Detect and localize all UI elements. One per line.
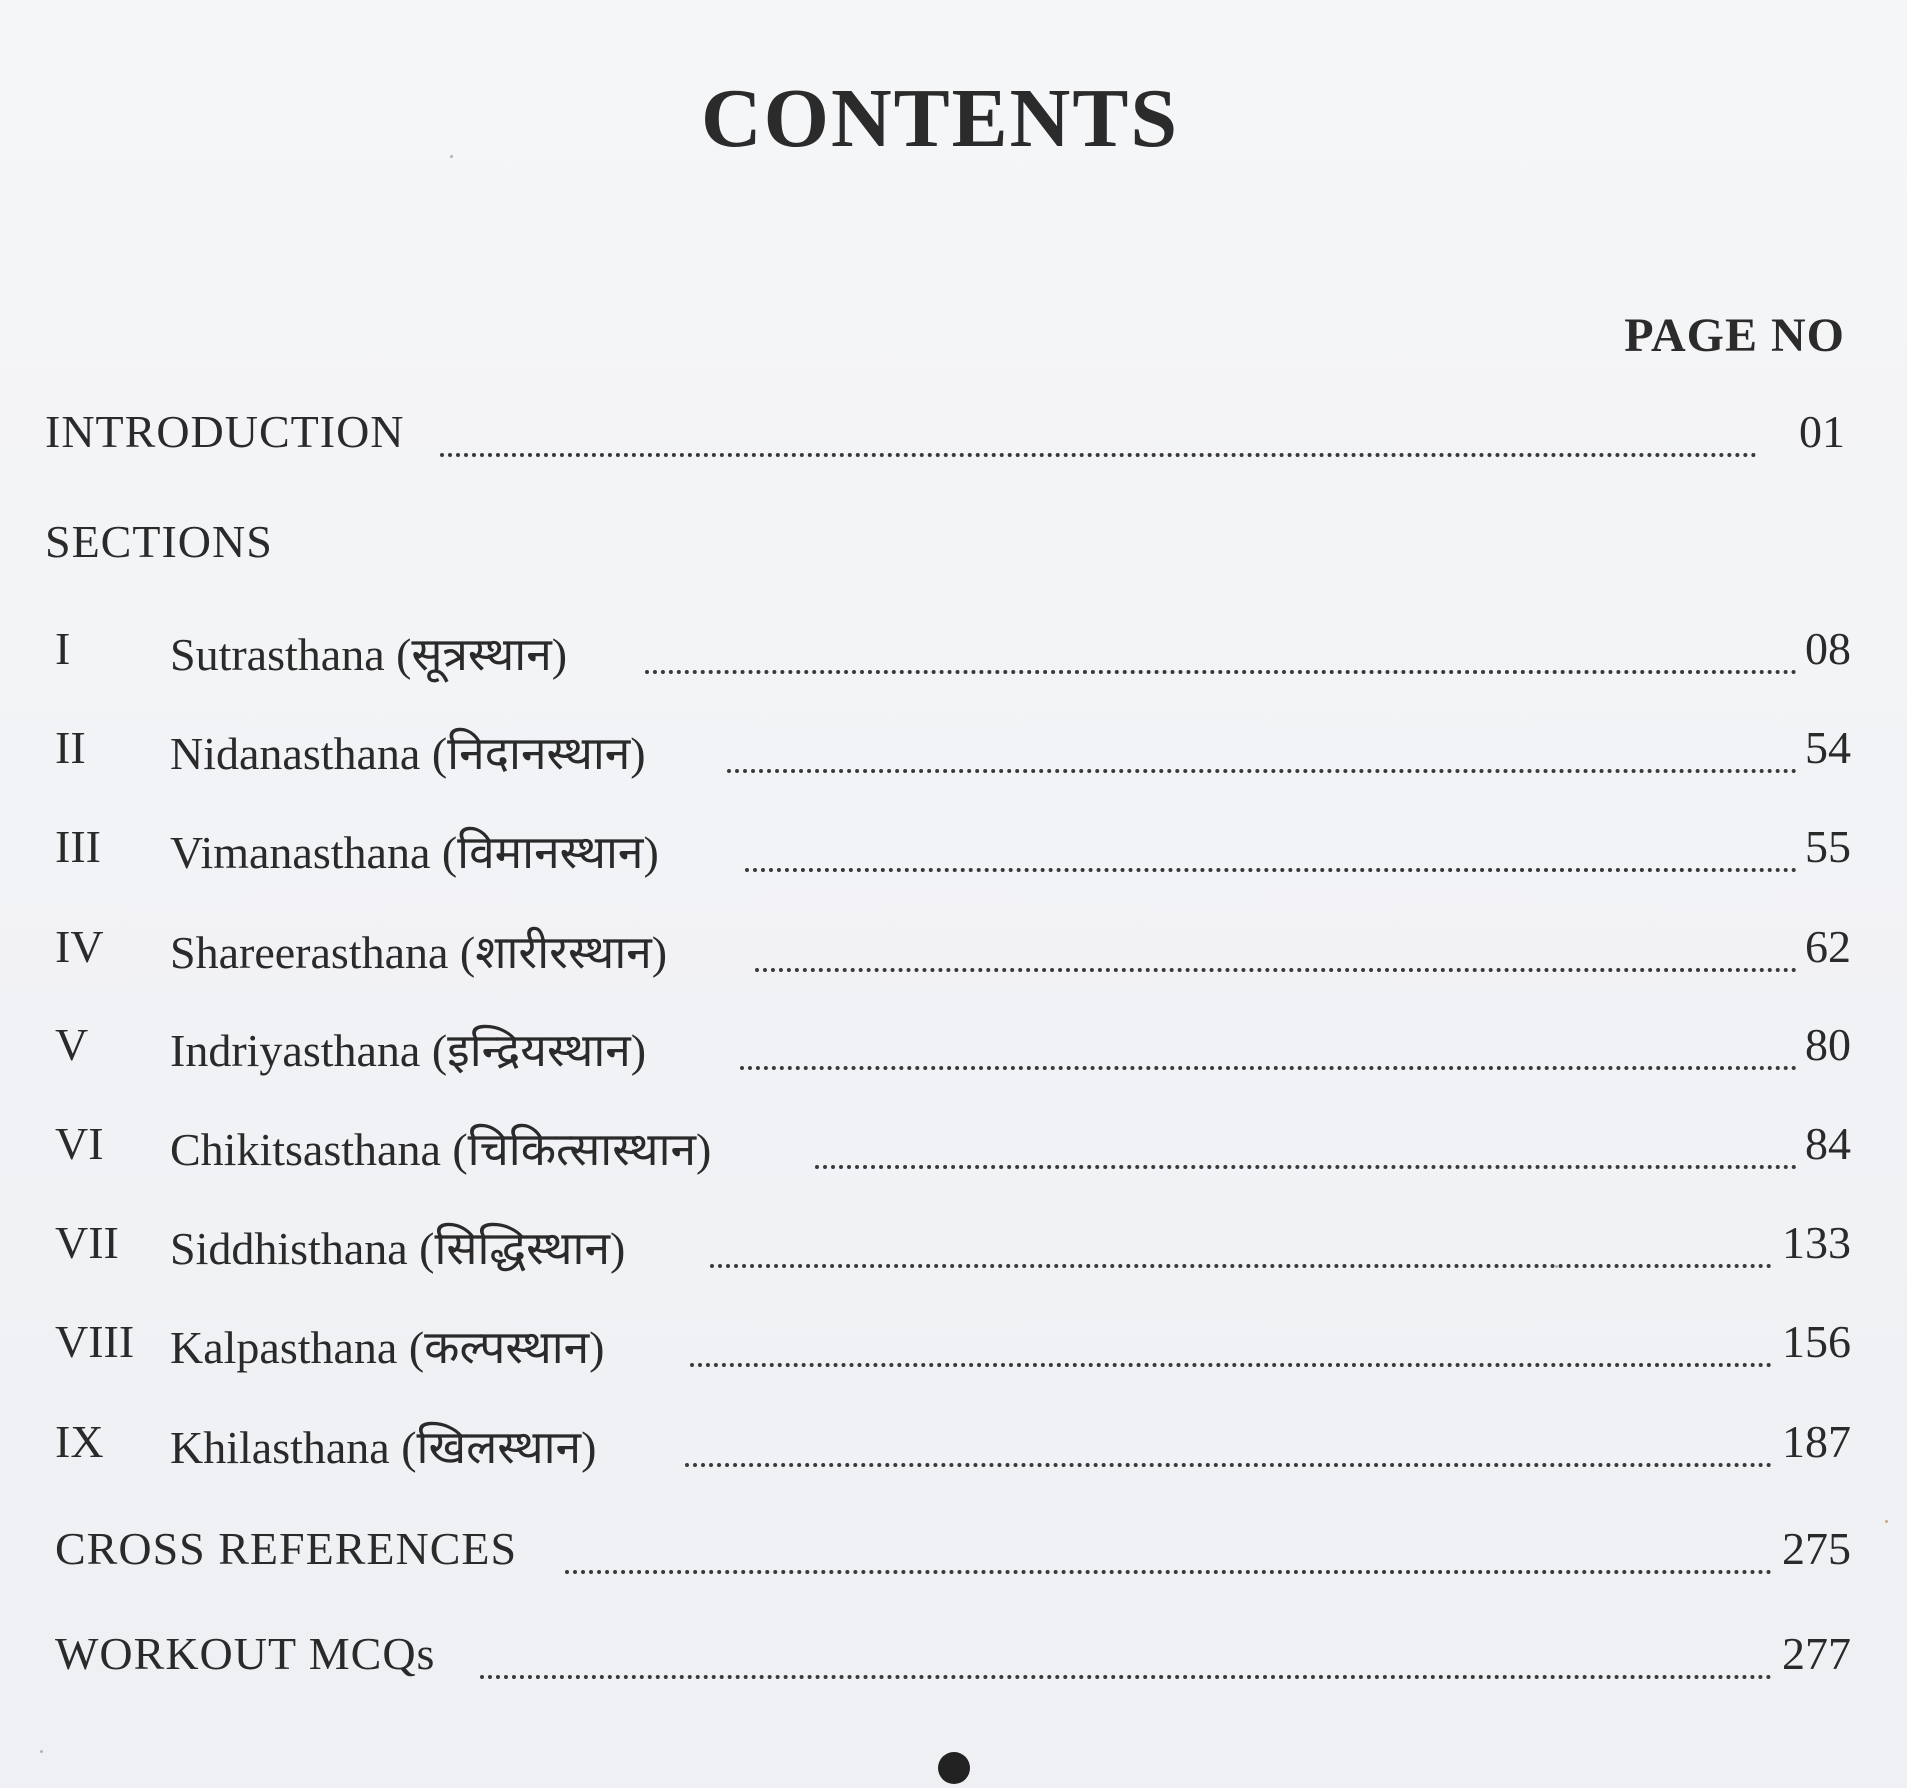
toc-entry-section[interactable] xyxy=(0,1018,1907,1088)
section-name: Vimanasthana (विमानस्थान) xyxy=(170,827,659,878)
section-name: Sutrasthana (सूत्रस्थान) xyxy=(170,629,568,680)
dot-leader xyxy=(565,1566,1772,1574)
toc-entry-section[interactable] xyxy=(0,920,1907,990)
section-numeral: V xyxy=(55,1019,89,1070)
toc-entry-section[interactable] xyxy=(0,1216,1907,1286)
section-name: Khilasthana (खिलस्थान) xyxy=(170,1422,597,1473)
toc-entry-page: 277 xyxy=(1782,1628,1851,1679)
toc-entry-section[interactable] xyxy=(0,1315,1907,1385)
page-title: CONTENTS xyxy=(700,72,1180,165)
section-name: Indriyasthana (इन्द्रियस्थान) xyxy=(170,1025,647,1076)
toc-entry-label: WORKOUT MCQs xyxy=(55,1628,436,1679)
toc-entry-section[interactable] xyxy=(0,622,1907,692)
section-numeral: II xyxy=(55,722,86,773)
section-name: Kalpasthana (कल्पस्थान) xyxy=(170,1322,605,1373)
bullet-icon xyxy=(938,1752,970,1784)
paper-speck xyxy=(1885,1520,1888,1523)
section-page: 156 xyxy=(1782,1316,1851,1367)
dot-leader xyxy=(480,1671,1772,1679)
section-page: 80 xyxy=(1805,1019,1851,1070)
section-page: 08 xyxy=(1805,623,1851,674)
section-name: Nidanasthana (निदानस्थान) xyxy=(170,728,646,779)
dot-leader xyxy=(740,1062,1797,1070)
paper-speck xyxy=(40,1750,43,1753)
section-numeral: I xyxy=(55,623,71,674)
dot-leader xyxy=(710,1260,1772,1268)
section-page: 55 xyxy=(1805,821,1851,872)
dot-leader xyxy=(727,765,1797,773)
section-page: 62 xyxy=(1805,921,1851,972)
toc-entry-section[interactable] xyxy=(0,820,1907,890)
section-page: 84 xyxy=(1805,1118,1851,1169)
dot-leader xyxy=(690,1359,1772,1367)
toc-entry-cross-references[interactable] xyxy=(0,1522,1907,1592)
paper-speck xyxy=(450,155,453,158)
page-no-column-header: PAGE NO xyxy=(1624,309,1845,362)
toc-entry-section[interactable] xyxy=(0,1117,1907,1187)
toc-entry-label: INTRODUCTION xyxy=(45,406,405,457)
section-numeral: IX xyxy=(55,1416,104,1467)
section-name: Shareerasthana (शारीरस्थान) xyxy=(170,927,668,978)
toc-entry-section[interactable] xyxy=(0,1415,1907,1485)
dot-leader xyxy=(815,1161,1797,1169)
dot-leader xyxy=(745,864,1797,872)
section-numeral: VII xyxy=(55,1217,119,1268)
toc-entry-page: 01 xyxy=(1799,406,1845,457)
section-numeral: IV xyxy=(55,921,104,972)
sections-heading: SECTIONS xyxy=(45,516,273,567)
toc-entry-workout-mcqs[interactable] xyxy=(0,1627,1907,1697)
toc-entry-page: 275 xyxy=(1782,1523,1851,1574)
section-name: Siddhisthana (सिद्धिस्थान) xyxy=(170,1223,626,1274)
section-numeral: III xyxy=(55,821,101,872)
section-numeral: VIII xyxy=(55,1316,135,1367)
toc-entry-introduction[interactable] xyxy=(0,405,1907,475)
dot-leader xyxy=(755,964,1797,972)
paper-speck xyxy=(1555,1265,1558,1268)
section-page: 187 xyxy=(1782,1416,1851,1467)
section-page: 133 xyxy=(1782,1217,1851,1268)
toc-entry-section[interactable] xyxy=(0,721,1907,791)
section-numeral: VI xyxy=(55,1118,104,1169)
dot-leader xyxy=(645,666,1797,674)
dot-leader xyxy=(440,449,1757,457)
toc-entry-label: CROSS REFERENCES xyxy=(55,1523,518,1574)
section-name: Chikitsasthana (चिकित्सास्थान) xyxy=(170,1124,712,1175)
dot-leader xyxy=(685,1459,1772,1467)
section-page: 54 xyxy=(1805,722,1851,773)
